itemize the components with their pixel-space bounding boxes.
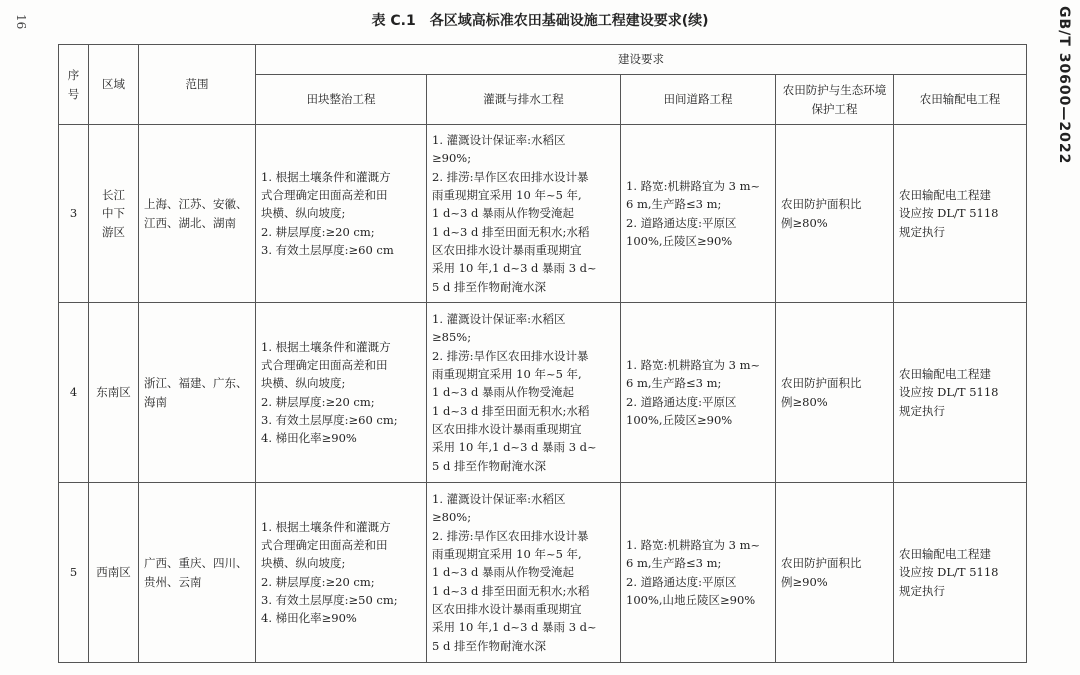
cell-line: 江西、湖北、湖南: [144, 215, 236, 230]
cell-line: 农田防护面积比: [781, 556, 862, 571]
cell-line: 2. 排涝:旱作区农田排水设计暴: [432, 348, 589, 363]
cell-line: 100%,丘陵区≥90%: [626, 412, 733, 427]
cell-line: 西南区: [96, 565, 131, 580]
cell-line: 例≥90%: [781, 574, 828, 589]
cell-line: 雨重现期宜采用 10 年~5 年,: [432, 547, 582, 562]
cell-line: 块横、纵向坡度;: [261, 556, 346, 571]
cell-line: 5 d 排至作物耐淹水深: [432, 279, 546, 294]
cell-line: 1 d~3 d 排至田面无积水;水稻: [432, 403, 590, 418]
cell-line: 2. 排涝:旱作区农田排水设计暴: [432, 169, 589, 184]
cell-line: 规定执行: [899, 403, 945, 418]
header-roads: 田间道路工程: [621, 75, 776, 125]
cell-line: 1. 灌溉设计保证率:水稻区: [432, 133, 566, 148]
cell-line: 设应按 DL/T 5118: [899, 385, 999, 400]
cell-protection: [776, 483, 894, 663]
cell-power: [894, 483, 1027, 663]
cell-field-leveling: [256, 303, 427, 483]
header-seq: [59, 45, 89, 125]
cell-line: 1 d~3 d 排至田面无积水;水稻: [432, 224, 590, 239]
cell-power: [894, 125, 1027, 303]
cell-line: 农田防护面积比: [781, 197, 862, 212]
cell-line: 例≥80%: [781, 394, 828, 409]
cell-line: 1 d~3 d 暴雨从作物受淹起: [432, 565, 574, 580]
cell-line: 2. 耕层厚度:≥20 cm;: [261, 224, 375, 239]
cell-irrigation: [427, 303, 621, 483]
cell-line: 雨重现期宜采用 10 年~5 年,: [432, 188, 582, 203]
cell-line: 海南: [144, 394, 167, 409]
cell-line: 长江: [102, 188, 125, 203]
cell-line: ≥90%;: [432, 151, 472, 166]
cell-line: 采用 10 年,1 d~3 d 暴雨 3 d~: [432, 620, 597, 635]
cell-line: 农田输配电工程建: [899, 547, 991, 562]
table-row: [59, 303, 1027, 483]
cell-region: [89, 303, 139, 483]
cell-protection: [776, 125, 894, 303]
header-scope: 范围: [139, 45, 256, 125]
cell-scope: [139, 303, 256, 483]
cell-seq: 3: [59, 125, 89, 303]
cell-line: 式合理确定田面高差和田: [261, 537, 388, 552]
page-number: 16: [14, 14, 28, 30]
cell-protection: [776, 303, 894, 483]
cell-scope: [139, 125, 256, 303]
cell-irrigation: [427, 483, 621, 663]
cell-line: 5 d 排至作物耐淹水深: [432, 638, 546, 653]
cell-line: 规定执行: [899, 224, 945, 239]
cell-field-leveling: [256, 125, 427, 303]
cell-line: 3. 有效土层厚度:≥50 cm;: [261, 592, 398, 607]
cell-line: 游区: [102, 224, 125, 239]
cell-line: 6 m,生产路≤3 m;: [626, 376, 722, 391]
cell-line: 块横、纵向坡度;: [261, 206, 346, 221]
cell-line: 1. 灌溉设计保证率:水稻区: [432, 492, 566, 507]
cell-line: 2. 耕层厚度:≥20 cm;: [261, 394, 375, 409]
standard-code: GB/T 30600—2022: [1056, 6, 1072, 165]
cell-line: 块横、纵向坡度;: [261, 376, 346, 391]
cell-line: 中下: [102, 206, 125, 221]
cell-line: 上海、江苏、安徽、: [144, 197, 248, 212]
cell-line: 广西、重庆、四川、: [144, 556, 248, 571]
cell-line: 2. 排涝:旱作区农田排水设计暴: [432, 528, 589, 543]
cell-line: ≥80%;: [432, 510, 472, 525]
cell-line: 1. 根据土壤条件和灌溉方: [261, 339, 391, 354]
cell-line: ≥85%;: [432, 330, 472, 345]
cell-line: 2. 道路通达度:平原区: [626, 574, 737, 589]
cell-line: 1 d~3 d 暴雨从作物受淹起: [432, 206, 574, 221]
header-protection: 农田防护与生态环境保护工程: [776, 75, 894, 125]
cell-line: 区农田排水设计暴雨重现期宜: [432, 601, 582, 616]
header-region: 区域: [89, 45, 139, 125]
header-irrigation: 灌溉与排水工程: [427, 75, 621, 125]
cell-line: 3. 有效土层厚度:≥60 cm;: [261, 412, 398, 427]
cell-line: 设应按 DL/T 5118: [899, 565, 999, 580]
table-title: 表 C.1 各区域高标准农田基础设施工程建设要求(续): [371, 13, 709, 29]
cell-line: 1. 根据土壤条件和灌溉方: [261, 169, 391, 184]
cell-line: 1. 路宽:机耕路宜为 3 m~: [626, 178, 761, 193]
cell-line: 式合理确定田面高差和田: [261, 188, 388, 203]
header-seq-text: 序号: [67, 68, 80, 101]
cell-line: 3. 有效土层厚度:≥60 cm: [261, 242, 394, 257]
table-row: [59, 125, 1027, 303]
cell-line: 2. 耕层厚度:≥20 cm;: [261, 574, 375, 589]
table-row: [59, 483, 1027, 663]
cell-line: 4. 梯田化率≥90%: [261, 611, 357, 626]
cell-line: 1. 灌溉设计保证率:水稻区: [432, 312, 566, 327]
cell-region: [89, 125, 139, 303]
cell-line: 1 d~3 d 排至田面无积水;水稻: [432, 583, 590, 598]
cell-region: [89, 483, 139, 663]
cell-line: 东南区: [96, 385, 131, 400]
cell-line: 规定执行: [899, 583, 945, 598]
cell-line: 区农田排水设计暴雨重现期宜: [432, 421, 582, 436]
cell-line: 农田输配电工程建: [899, 188, 991, 203]
cell-roads: [621, 303, 776, 483]
cell-line: 1. 路宽:机耕路宜为 3 m~: [626, 537, 761, 552]
cell-line: 贵州、云南: [144, 574, 202, 589]
cell-power: [894, 303, 1027, 483]
cell-line: 6 m,生产路≤3 m;: [626, 197, 722, 212]
header-requirements: 建设要求: [256, 45, 1027, 75]
cell-line: 农田防护面积比: [781, 376, 862, 391]
cell-field-leveling: [256, 483, 427, 663]
cell-line: 100%,丘陵区≥90%: [626, 233, 733, 248]
cell-seq: 5: [59, 483, 89, 663]
cell-line: 区农田排水设计暴雨重现期宜: [432, 242, 582, 257]
cell-line: 2. 道路通达度:平原区: [626, 215, 737, 230]
cell-line: 采用 10 年,1 d~3 d 暴雨 3 d~: [432, 440, 597, 455]
cell-line: 6 m,生产路≤3 m;: [626, 556, 722, 571]
cell-line: 例≥80%: [781, 215, 828, 230]
cell-line: 雨重现期宜采用 10 年~5 年,: [432, 367, 582, 382]
cell-irrigation: [427, 125, 621, 303]
table-body: [59, 125, 1027, 663]
header-power: 农田输配电工程: [894, 75, 1027, 125]
cell-roads: [621, 125, 776, 303]
requirements-table: [58, 44, 1027, 663]
cell-line: 1. 路宽:机耕路宜为 3 m~: [626, 357, 761, 372]
cell-seq: 4: [59, 303, 89, 483]
cell-line: 4. 梯田化率≥90%: [261, 431, 357, 446]
cell-line: 式合理确定田面高差和田: [261, 357, 388, 372]
header-field-leveling: 田块整治工程: [256, 75, 427, 125]
cell-line: 100%,山地丘陵区≥90%: [626, 592, 756, 607]
cell-line: 2. 道路通达度:平原区: [626, 394, 737, 409]
cell-line: 浙江、福建、广东、: [144, 376, 248, 391]
cell-line: 农田输配电工程建: [899, 367, 991, 382]
cell-line: 设应按 DL/T 5118: [899, 206, 999, 221]
cell-roads: [621, 483, 776, 663]
cell-line: 5 d 排至作物耐淹水深: [432, 458, 546, 473]
cell-line: 1 d~3 d 暴雨从作物受淹起: [432, 385, 574, 400]
cell-line: 采用 10 年,1 d~3 d 暴雨 3 d~: [432, 261, 597, 276]
cell-line: 1. 根据土壤条件和灌溉方: [261, 519, 391, 534]
cell-scope: [139, 483, 256, 663]
